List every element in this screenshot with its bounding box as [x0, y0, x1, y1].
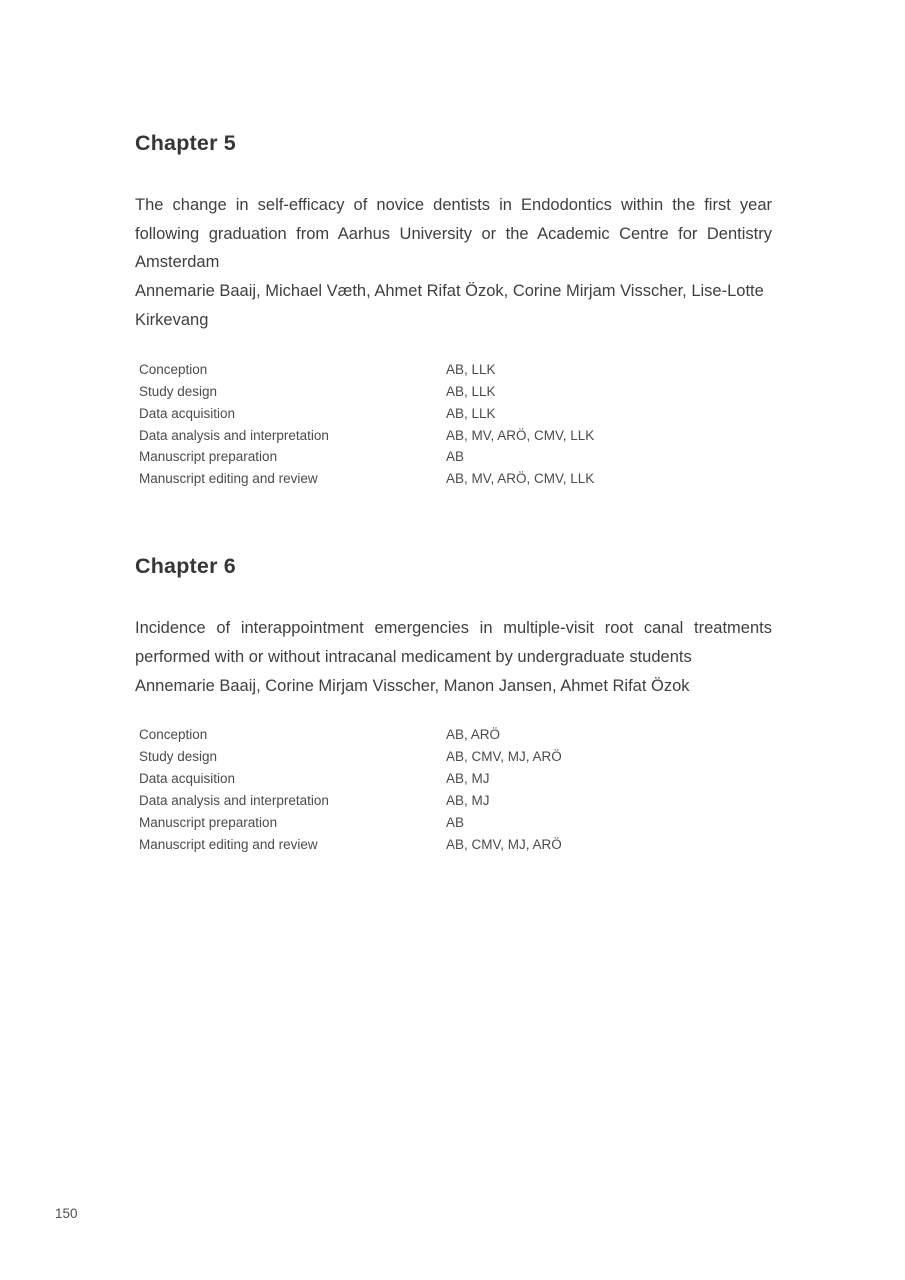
contribution-role: Manuscript editing and review: [139, 836, 318, 852]
contribution-row: [139, 381, 772, 403]
contribution-role: Conception: [139, 361, 208, 377]
contribution-contributors: AB: [446, 449, 465, 465]
contribution-row: [139, 425, 772, 447]
chapter-6-section: [135, 554, 772, 856]
contribution-role: Data analysis and interpretation: [139, 793, 329, 809]
contribution-contributors: AB, CMV, MJ, ARÖ: [446, 836, 562, 852]
contribution-role: Data acquisition: [139, 405, 236, 421]
contribution-role: Study design: [139, 749, 218, 765]
chapter-6-title: Incidence of interappointment emergencies in multiple-visit root canal treatments performed with or without intracanal medicament by undergraduate students: [135, 619, 772, 666]
contribution-row: [139, 768, 772, 790]
contribution-contributors: AB, MJ: [446, 771, 490, 787]
chapter-6-heading: Chapter 6: [135, 554, 236, 579]
contribution-row: [139, 724, 772, 746]
chapter-5-heading: Chapter 5: [135, 131, 236, 155]
contribution-contributors: AB, MJ: [446, 793, 490, 809]
contribution-row: [139, 403, 772, 425]
contribution-row: [139, 446, 772, 468]
chapter-5-authors: Annemarie Baaij, Michael Væth, Ahmet Rifat Özok, Corine Mirjam Visscher, Lise-Lotte Kirkevang: [135, 282, 764, 329]
contribution-row: [139, 746, 772, 768]
contribution-role: Manuscript preparation: [139, 815, 278, 831]
chapter-5-contributions-table: [135, 359, 772, 490]
contribution-row: [139, 834, 772, 856]
chapter-5-section: [135, 131, 772, 490]
contribution-contributors: AB: [446, 815, 465, 831]
contribution-row: [139, 359, 772, 381]
contribution-contributors: AB, LLK: [446, 405, 496, 421]
contribution-role: Conception: [139, 727, 208, 743]
contribution-role: Data acquisition: [139, 771, 236, 787]
contribution-row: [139, 812, 772, 834]
contribution-contributors: AB, ARÖ: [446, 727, 501, 743]
contribution-contributors: AB, MV, ARÖ, CMV, LLK: [446, 471, 595, 487]
chapter-6-authors: Annemarie Baaij, Corine Mirjam Visscher, Manon Jansen, Ahmet Rifat Özok: [135, 676, 690, 695]
contribution-role: Data analysis and interpretation: [139, 427, 329, 443]
contribution-contributors: AB, MV, ARÖ, CMV, LLK: [446, 427, 595, 443]
contribution-contributors: AB, CMV, MJ, ARÖ: [446, 749, 562, 765]
contribution-row: [139, 790, 772, 812]
contribution-role: Study design: [139, 383, 218, 399]
chapter-6-contributions-table: [135, 724, 772, 855]
contribution-role: Manuscript editing and review: [139, 471, 318, 487]
contribution-contributors: AB, LLK: [446, 361, 496, 377]
chapter-5-title: The change in self-efficacy of novice dentists in Endodontics within the first year following graduation from Aarhus University or the Academic Centre for Dentistry Amsterdam: [135, 195, 772, 272]
contribution-row: [139, 468, 772, 490]
contribution-contributors: AB, LLK: [446, 383, 496, 399]
page-number: 150: [55, 1206, 78, 1221]
contribution-role: Manuscript preparation: [139, 449, 278, 465]
